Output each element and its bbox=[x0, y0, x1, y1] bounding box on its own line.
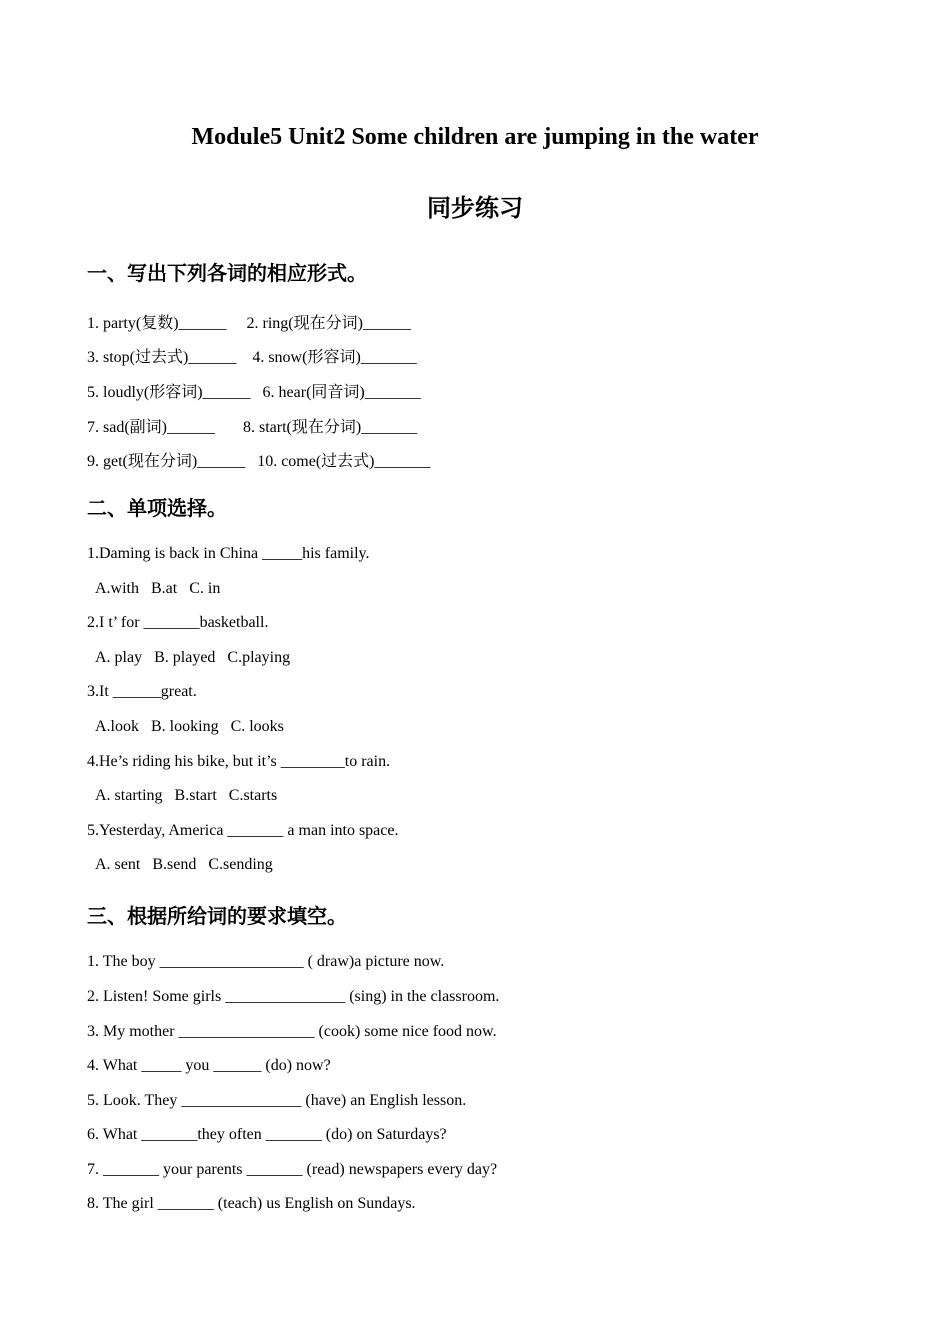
section3-row: 3. My mother _________________ (cook) some nice food now. bbox=[87, 1023, 497, 1040]
question-options: A. sent B.send C.sending bbox=[95, 856, 273, 873]
section1-row: 3. stop(过去式)______ 4. snow(形容词)_______ bbox=[87, 349, 417, 366]
section3-row: 6. What _______they often _______ (do) on Saturdays? bbox=[87, 1126, 447, 1143]
section3-heading: 三、根据所给词的要求填空。 bbox=[87, 904, 347, 928]
question-options: A.with B.at C. in bbox=[95, 580, 221, 597]
section1-row: 1. party(复数)______ 2. ring(现在分词)______ bbox=[87, 315, 411, 332]
question-text: 2.I t’ for _______basketball. bbox=[87, 614, 269, 631]
question-options: A.look B. looking C. looks bbox=[95, 718, 284, 735]
page-title: Module5 Unit2 Some children are jumping in the water bbox=[191, 124, 759, 150]
section3-row: 2. Listen! Some girls _______________ (sing) in the classroom. bbox=[87, 988, 500, 1005]
section3-row: 1. The boy __________________ ( draw)a picture now. bbox=[87, 953, 445, 970]
section2-heading: 二、单项选择。 bbox=[87, 496, 227, 520]
section3-row: 4. What _____ you ______ (do) now? bbox=[87, 1057, 331, 1074]
section3-row: 8. The girl _______ (teach) us English on Sundays. bbox=[87, 1195, 416, 1212]
section1-heading: 一、写出下列各词的相应形式。 bbox=[87, 261, 367, 285]
section1-row: 5. loudly(形容词)______ 6. hear(同音词)_______ bbox=[87, 384, 421, 401]
question-options: A. starting B.start C.starts bbox=[95, 787, 278, 804]
question-text: 5.Yesterday, America _______ a man into space. bbox=[87, 822, 399, 839]
section1-row: 9. get(现在分词)______ 10. come(过去式)_______ bbox=[87, 453, 431, 470]
section1-row: 7. sad(副词)______ 8. start(现在分词)_______ bbox=[87, 419, 418, 436]
question-text: 1.Daming is back in China _____his family. bbox=[87, 545, 370, 562]
section3-row: 5. Look. They _______________ (have) an English lesson. bbox=[87, 1092, 467, 1109]
page-subtitle: 同步练习 bbox=[427, 194, 523, 222]
question-text: 3.It ______great. bbox=[87, 683, 197, 700]
question-text: 4.He’s riding his bike, but it’s ________to rain. bbox=[87, 753, 391, 770]
question-options: A. play B. played C.playing bbox=[95, 649, 291, 666]
section3-row: 7. _______ your parents _______ (read) newspapers every day? bbox=[87, 1161, 498, 1178]
